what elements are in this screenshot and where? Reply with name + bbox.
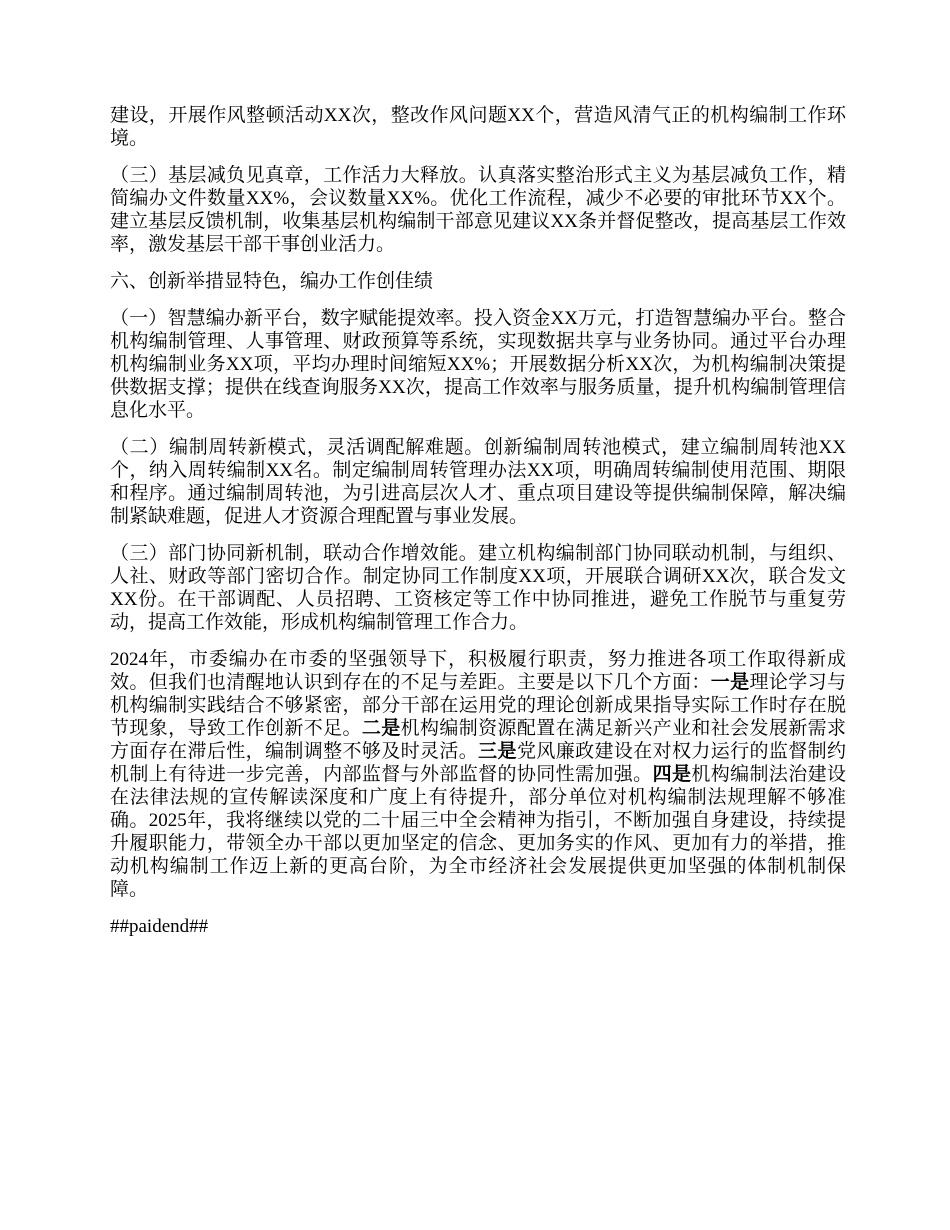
document-content: [110, 104, 846, 952]
text-run: 党风廉政建设在对权力运行的监督制约机制上有待进一步完善，内部监督与外部监督的协同性需加强。: [110, 741, 846, 785]
text-run: ##paidend##: [110, 916, 209, 937]
text-run: （二）编制周转新模式，灵活调配解难题。创新编制周转池模式，建立编制周转池XX个，纳入周转编制XX名。制定编制周转管理办法XX项，明确周转编制使用范围、期限和程序。通过编制周转池，为引进高层次人才、重点项目建设等提供编制保障，解决编制紧缺难题，促进人才资源合理配置与事业发展。: [110, 437, 846, 527]
paragraph: [110, 164, 846, 256]
text-run: 机构编制法治建设在法律法规的宣传解读深度和广度上有待提升，部分单位对机构编制法规理解不够准确。2025年，我将继续以党的二十届三中全会精神为指引，不断加强自身建设，持续提升履职能力，带领全办干部以更加坚定的信念、更加务实的作风、更加有力的举措，推动机构编制工作迈上新的更高台阶，为全市经济社会发展提供更加坚强的体制机制保障。: [110, 764, 846, 900]
text-run: 机构编制资源配置在满足新兴产业和社会发展新需求方面存在滞后性，编制调整不够及时灵活。: [110, 718, 846, 762]
text-run: 2024年，市委编办在市委的坚强领导下，积极履行职责，努力推进各项工作取得新成效。但我们也清醒地认识到存在的不足与差距。主要是以下几个方面：: [110, 649, 846, 693]
bold-text-run: 二是: [361, 718, 401, 739]
bold-text-run: 四是: [652, 764, 692, 785]
text-run: （一）智慧编办新平台，数字赋能提效率。投入资金XX万元，打造智慧编办平台。整合机构编制管理、人事管理、财政预算等系统，实现数据共享与业务协同。通过平台办理机构编制业务XX项，平均办理时间缩短XX%；开展数据分析XX次，为机构编制决策提供数据支撑；提供在线查询服务XX次，提高工作效率与服务质量，提升机构编制管理信息化水平。: [110, 308, 846, 421]
paragraph: [110, 648, 846, 901]
text-run: 建设，开展作风整顿活动XX次，整改作风问题XX个，营造风清气正的机构编制工作环境。: [110, 105, 846, 149]
paragraph: [110, 307, 846, 422]
text-run: 六、创新举措显特色，编办工作创佳绩: [110, 271, 434, 292]
paragraph: [110, 436, 846, 528]
paragraph: [110, 542, 846, 634]
text-run: 理论学习与机构编制实践结合不够紧密，部分干部在运用党的理论创新成果指导实际工作时存在脱节现象，导致工作创新不足。: [110, 672, 846, 739]
text-run: （三）基层减负见真章，工作活力大释放。认真落实整治形式主义为基层减负工作，精简编办文件数量XX%，会议数量XX%。优化工作流程，减少不必要的审批环节XX个。建立基层反馈机制，收集基层机构编制干部意见建议XX条并督促整改，提高基层工作效率，激发基层干部干事创业活力。: [110, 165, 846, 255]
section-heading: [110, 270, 846, 293]
bold-text-run: 一是: [710, 672, 750, 693]
paragraph: [110, 104, 846, 150]
bold-text-run: 三是: [478, 741, 517, 762]
text-run: （三）部门协同新机制，联动合作增效能。建立机构编制部门协同联动机制，与组织、人社、财政等部门密切合作。制定协同工作制度XX项，开展联合调研XX次，联合发文XX份。在干部调配、人员招聘、工资核定等工作中协同推进，避免工作脱节与重复劳动，提高工作效能，形成机构编制管理工作合力。: [110, 543, 846, 633]
end-marker: [110, 915, 846, 938]
